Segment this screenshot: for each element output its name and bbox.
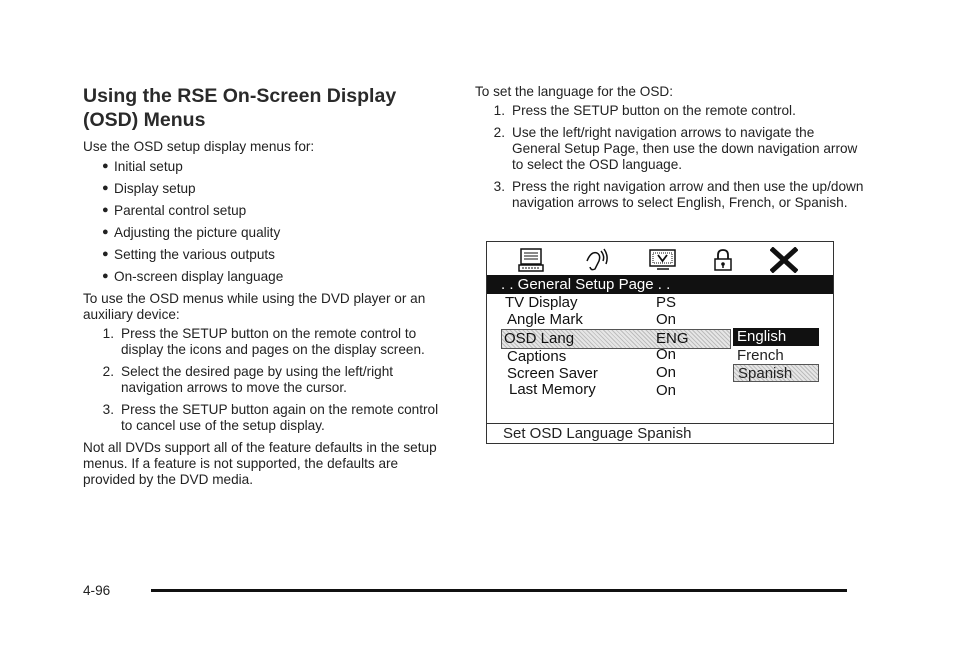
osd-row-value: ENG bbox=[656, 330, 689, 347]
osd-row-label: Angle Mark bbox=[507, 311, 583, 328]
section-heading: Using the RSE On-Screen Display (OSD) Menus bbox=[83, 85, 397, 131]
exit-icon bbox=[770, 247, 798, 273]
bullet-icon: ● bbox=[102, 270, 109, 282]
list-item: ● Initial setup bbox=[102, 159, 183, 174]
list-item: 2. Select the desired page by using the left/right navigation arrows to move the cursor. bbox=[102, 364, 394, 395]
left-column bbox=[83, 84, 453, 488]
bullet-icon: ● bbox=[102, 226, 109, 238]
osd-icon-bar bbox=[487, 242, 833, 275]
osd-row-value: On bbox=[656, 311, 677, 328]
osd-option-french: French bbox=[737, 347, 784, 364]
osd-row-value: PS bbox=[656, 294, 677, 311]
osd-row-label: Screen Saver bbox=[507, 365, 598, 382]
list-item: 1. Press the SETUP button on the remote control to display the icons and pages on the display screen. bbox=[102, 326, 425, 357]
list-item: ● On-screen display language bbox=[102, 269, 284, 284]
step-list bbox=[83, 326, 453, 434]
list-item: ● Setting the various outputs bbox=[102, 247, 275, 262]
paragraph: To use the OSD menus while using the DVD player or an auxiliary device: bbox=[83, 291, 426, 322]
bullet-icon: ● bbox=[102, 182, 109, 194]
paragraph: Not all DVDs support all of the feature defaults in the setup menus. If a feature is not supported, the defaults are provided by the DVD media. bbox=[83, 440, 437, 487]
osd-row-label: OSD Lang bbox=[504, 330, 575, 347]
osd-row-value: On bbox=[656, 382, 677, 399]
audio-setup-icon bbox=[581, 247, 611, 273]
intro-text: To set the language for the OSD: bbox=[475, 84, 673, 99]
general-setup-icon bbox=[517, 247, 547, 273]
step-list bbox=[475, 103, 865, 211]
lock-icon bbox=[710, 247, 736, 273]
list-item: ● Display setup bbox=[102, 181, 196, 196]
osd-row-label: TV Display bbox=[505, 294, 578, 311]
right-column bbox=[475, 84, 865, 217]
list-item: ● Adjusting the picture quality bbox=[102, 225, 281, 240]
osd-row-value: On bbox=[656, 346, 677, 363]
osd-row-label: Captions bbox=[507, 348, 567, 365]
bullet-icon: ● bbox=[102, 204, 109, 216]
osd-option-spanish: Spanish bbox=[733, 364, 819, 382]
osd-row-value: On bbox=[656, 364, 677, 381]
list-item: ● Parental control setup bbox=[102, 203, 247, 218]
osd-page-title: . . General Setup Page . . bbox=[487, 275, 833, 294]
list-item: 3. Press the SETUP button again on the remote control to cancel use of the setup display. bbox=[102, 402, 439, 433]
footer-rule bbox=[151, 589, 847, 592]
bullet-icon: ● bbox=[102, 248, 109, 260]
list-item: 3. Press the right navigation arrow and then use the up/down navigation arrows to select English, French, or Spanish. bbox=[493, 179, 864, 210]
list-item: 2. Use the left/right navigation arrows to navigate the General Setup Page, then use the down navigation arrow to select the OSD language. bbox=[493, 125, 858, 172]
osd-row-label: Last Memory bbox=[509, 381, 596, 398]
bullet-list bbox=[83, 159, 453, 285]
osd-option-english: English bbox=[733, 328, 819, 346]
intro-text: Use the OSD setup display menus for: bbox=[83, 139, 315, 154]
page-number: 4-96 bbox=[83, 583, 111, 598]
osd-status-bar: Set OSD Language Spanish bbox=[487, 423, 833, 443]
osd-screen-illustration bbox=[486, 241, 834, 444]
video-setup-icon bbox=[647, 247, 679, 273]
list-item: 1. Press the SETUP button on the remote control. bbox=[493, 103, 796, 118]
bullet-icon: ● bbox=[102, 160, 109, 172]
